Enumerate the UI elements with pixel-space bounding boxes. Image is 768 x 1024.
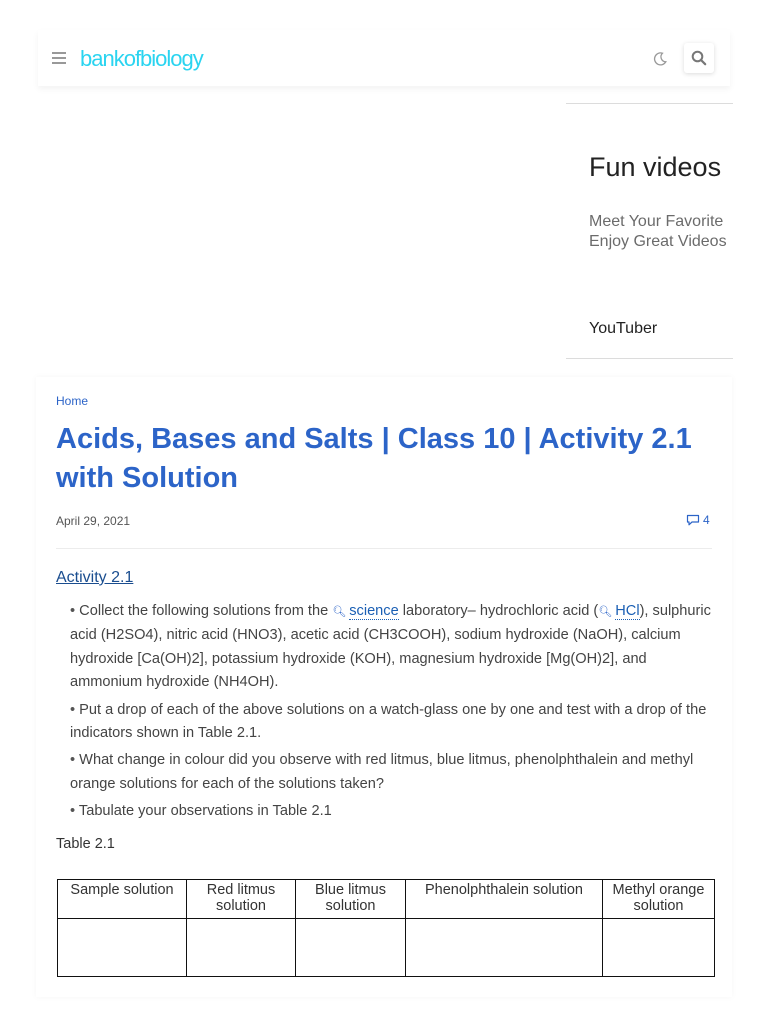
table-header: Red litmus solution: [187, 880, 296, 919]
ad-bottom-border: [566, 358, 733, 359]
table-header-row: [58, 880, 715, 919]
hamburger-icon[interactable]: [52, 52, 66, 64]
step-text: ), sulphuric acid (H2SO4), nitric acid (HNO3), acetic acid (CH3COOH), sodium hydroxide (NaOH), calcium hydroxide [Ca(OH)2], potassium hydroxide (KOH), magnesium hydroxide [Mg(OH)2], and ammonium hydroxide (NH4OH).: [70, 603, 711, 691]
search-icon: [691, 50, 707, 66]
table-row: [58, 919, 715, 977]
site-header: [38, 30, 730, 86]
search-button[interactable]: [684, 43, 714, 73]
activity-steps: [70, 600, 720, 828]
list-item: • Tabulate your observations in Table 2.1: [70, 800, 720, 823]
table-cell: [406, 919, 603, 977]
page-title: Acids, Bases and Salts | Class 10 | Activity 2.1 with Solution: [56, 423, 692, 494]
table-cell: [296, 919, 406, 977]
ad-title[interactable]: Fun videos: [589, 152, 722, 182]
table-header: Blue litmus solution: [296, 880, 406, 919]
post-date: April 29, 2021: [56, 514, 131, 528]
activity-heading: Activity 2.1: [56, 569, 134, 586]
keyword-link-science[interactable]: science: [349, 603, 399, 619]
table-cell: [603, 919, 715, 977]
comment-count-value: 4: [703, 513, 710, 527]
step-text: laboratory– hydrochloric acid (: [402, 603, 599, 619]
table-header: Methyl orange solution: [603, 880, 715, 919]
comment-count[interactable]: [686, 513, 710, 527]
table-cell: [58, 919, 187, 977]
step-text: Collect the following solutions from the: [79, 603, 329, 619]
table-header: Phenolphthalein solution: [406, 880, 603, 919]
list-item: • Put a drop of each of the above solutions on a watch-glass one by one and test with a drop of the indicators shown in Table 2.1.: [70, 699, 720, 746]
keyword-link-hcl[interactable]: HCl: [615, 603, 640, 619]
table-caption: Table 2.1: [56, 836, 115, 852]
ad-banner[interactable]: [566, 104, 733, 358]
list-item: [70, 600, 720, 695]
divider: [56, 548, 712, 549]
breadcrumb-home[interactable]: Home: [56, 394, 89, 408]
search-icon: 🔍︎: [332, 606, 347, 618]
site-logo[interactable]: bankofbiology: [80, 46, 203, 71]
table-header: Sample solution: [58, 880, 187, 919]
ad-description-line: Enjoy Great Videos: [589, 233, 727, 250]
ad-description-line: Meet Your Favorite: [589, 213, 724, 230]
search-icon: 🔍︎: [598, 606, 613, 618]
list-item: • What change in colour did you observe with red litmus, blue litmus, phenolphthalein and methyl orange solutions for each of the solutions taken?: [70, 749, 720, 796]
comment-icon: [686, 514, 700, 526]
ad-description: [589, 212, 727, 252]
observation-table: [57, 879, 715, 977]
table-cell: [187, 919, 296, 977]
ad-source[interactable]: YouTuber: [589, 320, 658, 337]
moon-icon[interactable]: [652, 51, 668, 67]
